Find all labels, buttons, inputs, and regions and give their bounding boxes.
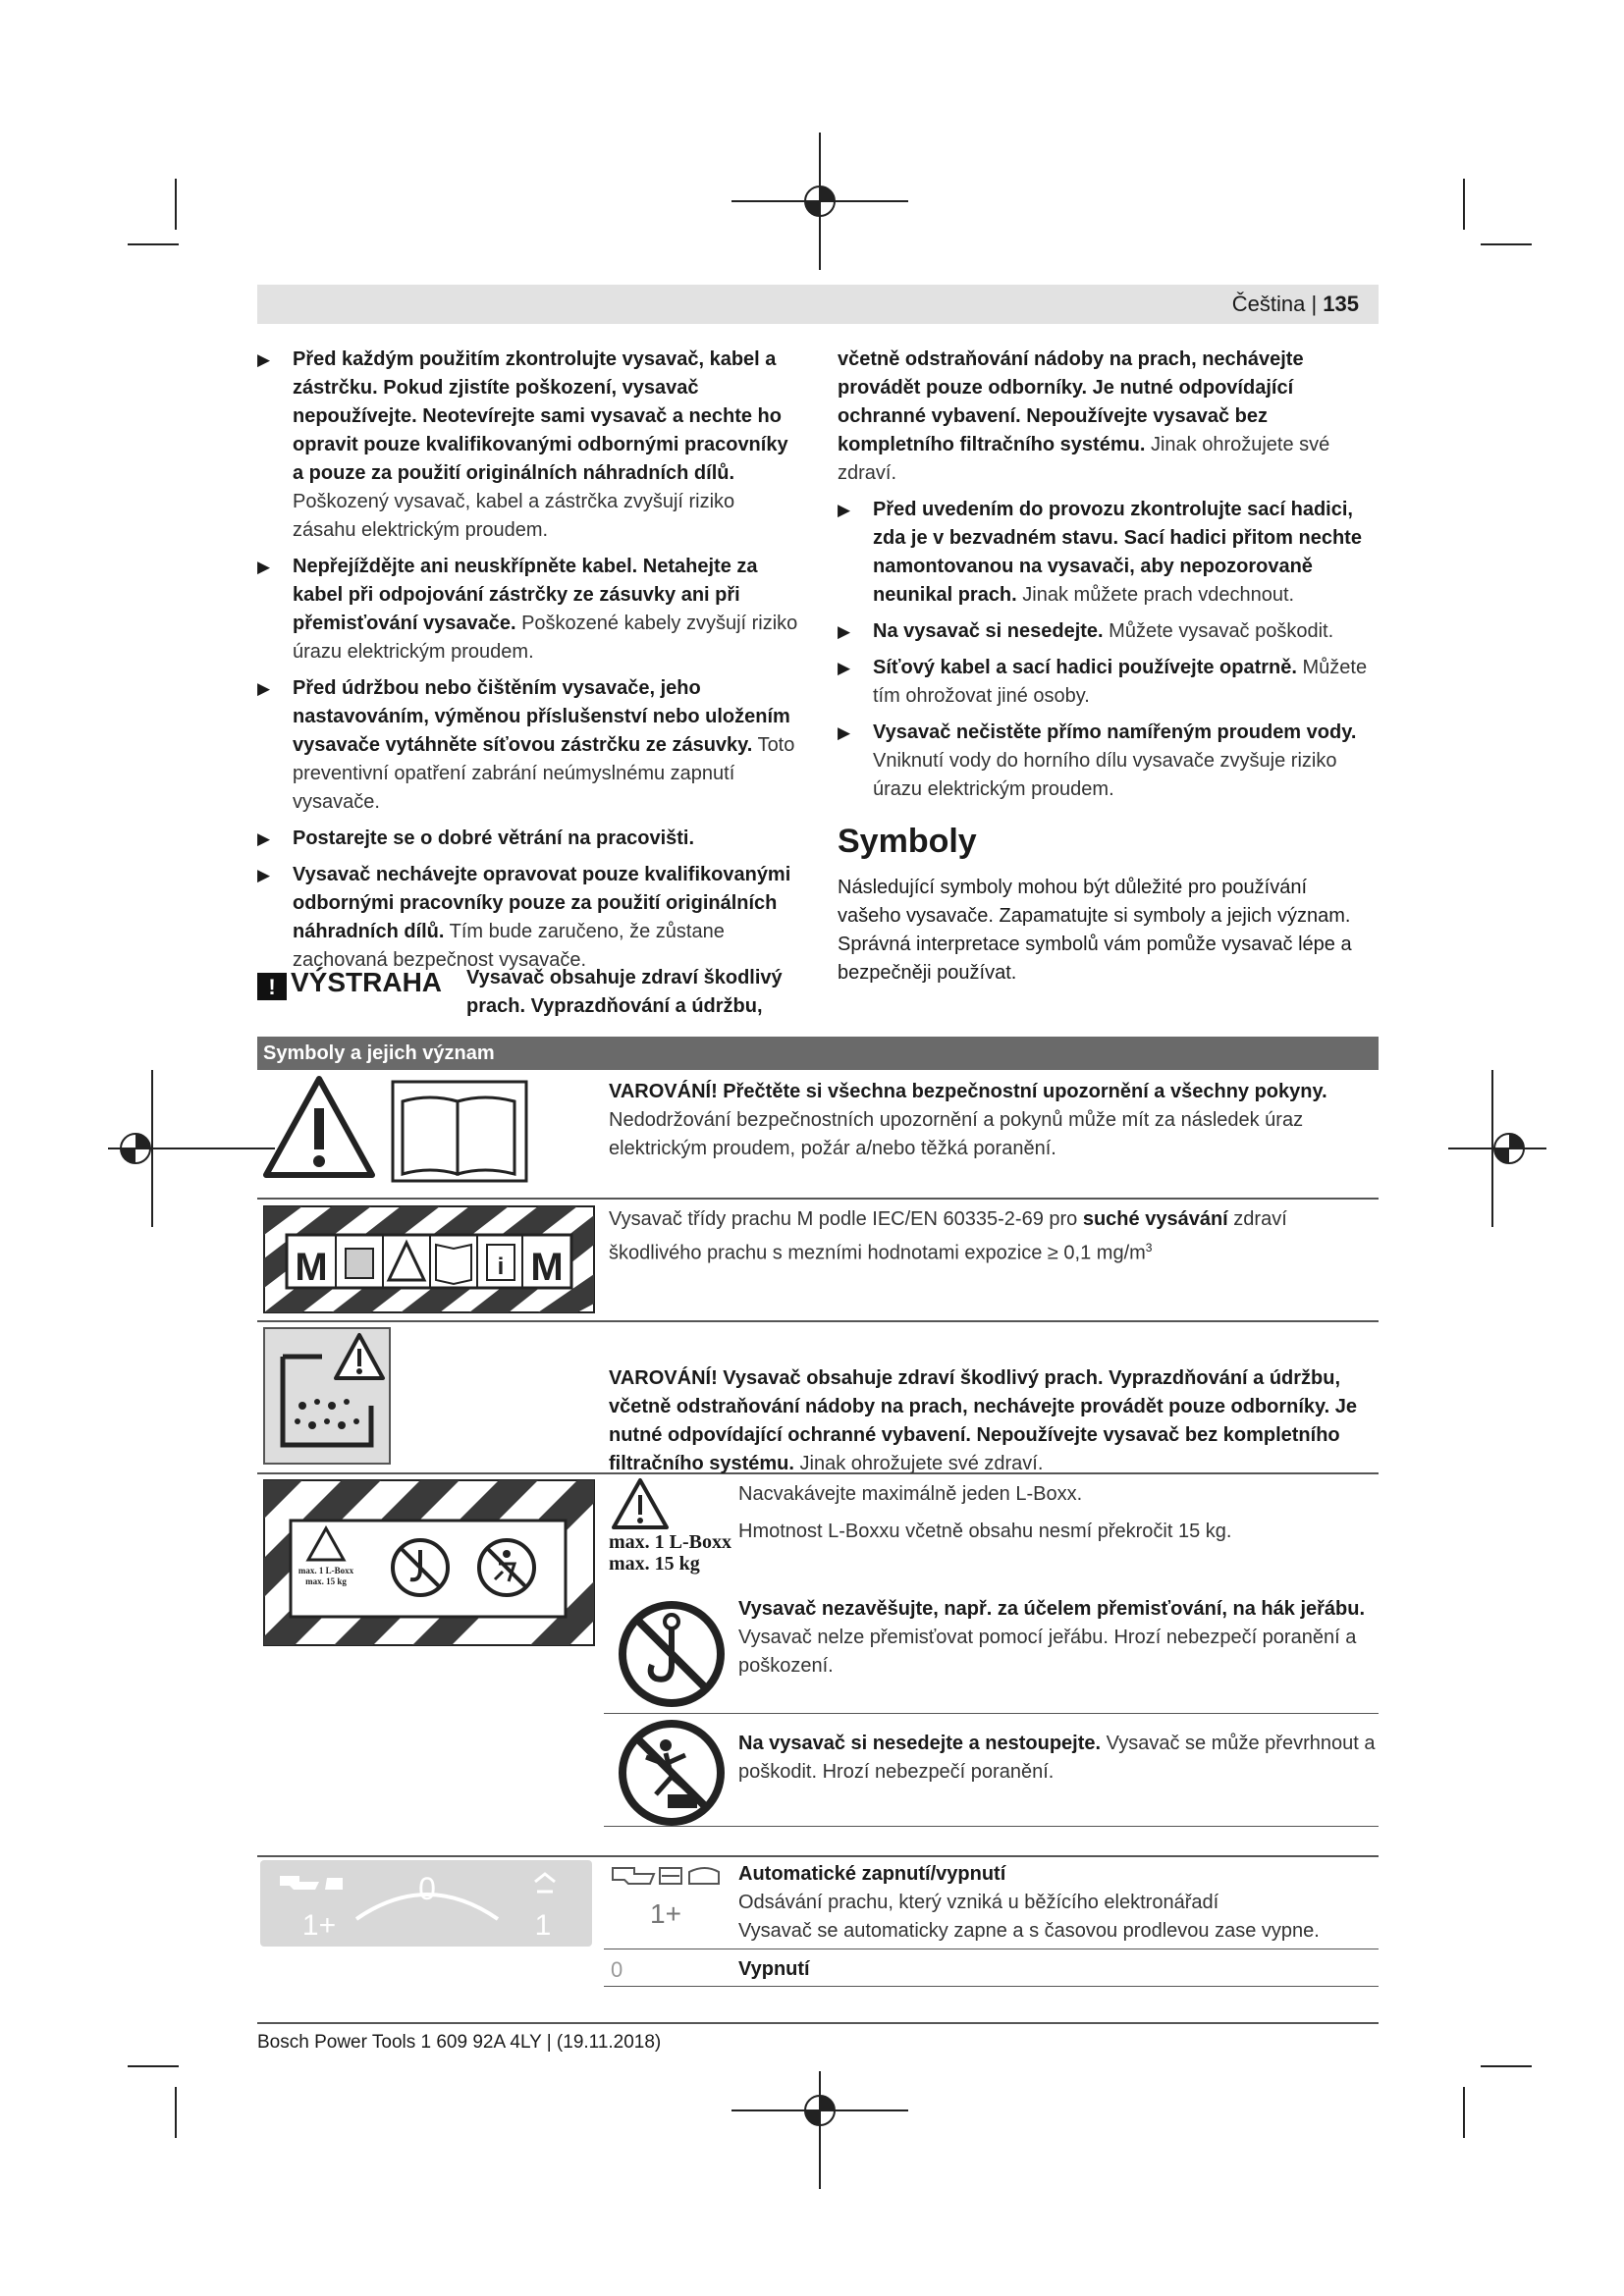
dial-label-zero: 0 [418, 1871, 436, 1906]
language-label: Čeština [1231, 292, 1306, 316]
dial-label-auto: 1+ [301, 1909, 337, 1942]
page-number: 135 [1323, 292, 1359, 316]
crop-mark [1481, 2065, 1532, 2067]
harmful-dust-icon [263, 1327, 391, 1465]
warning-label: ! VÝSTRAHA [257, 967, 442, 1000]
row-divider [604, 1986, 1379, 1987]
crop-mark [1481, 243, 1532, 245]
bullet-arrow-icon: ▶ [838, 723, 851, 742]
row-divider [604, 1826, 1379, 1827]
dust-class-letter: M [295, 1246, 328, 1289]
crop-mark [175, 179, 177, 230]
symbol-description: Vysavač nezavěšujte, např. za účelem přemisťování, na hák jeřábu. Vysavač nelze přemisťovat pomocí jeřábu. Hrozí nebezpečí poranění a poškození. [738, 1598, 1366, 1677]
bullet-arrow-icon: ▶ [257, 866, 271, 884]
row-divider [257, 1320, 1379, 1322]
warning-text: Vysavač obsahuje zdraví škodlivý prach. Vyprazdňování a údržbu, [466, 967, 783, 1017]
registration-mark-icon [790, 133, 849, 270]
registration-mark-icon [108, 1070, 167, 1227]
list-item: ▶ Vysavač nechávejte opravovat pouze kvalifikovanými odbornými pracovníky pouze za použití originálních náhradních dílů. Tím bude zaručeno, že zůstane zachovaná bezpečnost vysavače. [257, 861, 802, 975]
info-letter: i [497, 1254, 505, 1280]
dust-class-m-label-icon [263, 1205, 595, 1313]
warning-triangle-icon [260, 1073, 378, 1183]
list-item: ▶ Síťový kabel a sací hadici používejte opatrně. Můžete tím ohrožovat jiné osoby. [838, 654, 1378, 711]
registration-mark-icon [790, 2071, 849, 2189]
list-item: ▶ Před uvedením do provozu zkontrolujte sací hadici, zda je v bezvadném stavu. Sací hadici přitom nechte namontovanou na vysavači, aby nepozorovaně neunikal prach. Jinak můžete prach vdechnout. [838, 496, 1378, 610]
crop-mark [128, 2065, 179, 2067]
footer-text: Bosch Power Tools 1 609 92A 4LY | (19.11.2018) [257, 2032, 662, 2053]
power-tool-sanders-icon [611, 1862, 732, 1892]
symbol-description: VAROVÁNÍ! Vysavač obsahuje zdraví škodlivý prach. Vyprazdňování a údržbu, včetně odstraňování nádoby na prach, nechávejte provádět pouze odborníky. Je nutné odpovídající ochranné vybavení. Nepoužívejte vysavač bez kompletního filtračního systému. Jinak ohrožujete své zdraví. [609, 1367, 1358, 1474]
svg-text:max. 15 kg: max. 15 kg [305, 1576, 347, 1586]
lboxx-warning-label-icon [263, 1479, 595, 1646]
lboxx-max-label: max. 1 L-Boxx max. 15 kg [609, 1531, 731, 1575]
no-crane-hook-icon [611, 1600, 732, 1708]
crop-mark [175, 2087, 177, 2138]
symbol-description: Hmotnost L-Boxxu včetně obsahu nesmí překročit 15 kg. [738, 1521, 1232, 1542]
list-item: ▶ Před údržbou nebo čištěním vysavače, jeho nastavováním, výměnou příslušenství nebo uložením vysavače vytáhněte síťovou zástrčku ze zásuvky. Toto preventivní opatření zabrání neúmyslnému zapnutí vysavače. [257, 674, 802, 817]
page-header-text: Čeština | 135 [1231, 292, 1359, 316]
list-item: ▶ Před každým použitím zkontrolujte vysavač, kabel a zástrčku. Pokud zjistíte poškození, vysavač nepoužívejte. Neotevírejte sami vysavač a nechte ho opravit pouze kvalifikovanými odbornými pracovníky a pouze za použití originálních náhradních dílů. Poškozený vysavač, kabel a zástrčka zvyšují riziko zásahu elektrickým proudem. [257, 346, 802, 545]
symbol-description: Na vysavač si nesedejte a nestoupejte. Vysavač se může převrhnout a poškodit. Hrozí nebezpečí poranění. [738, 1733, 1376, 1783]
section-heading: Symboly [838, 823, 977, 860]
bullet-arrow-icon: ▶ [257, 558, 271, 576]
symbol-description: Vysavač třídy prachu M podle IEC/EN 60335-2-69 pro suché vysávání zdraví škodlivého prachu s mezními hodnotami expozice ≥ 0,1 $mg/m^3$ [609, 1208, 1287, 1264]
continued-paragraph: včetně odstraňování nádoby na prach, nechávejte provádět pouze odborníky. Je nutné odpovídající ochranné vybavení. Nepoužívejte vysavač bez kompletního filtračního systému. Jinak ohrožujete své zdraví. [838, 348, 1330, 484]
list-item: ▶ Nepřejíždějte ani neuskřípněte kabel. Netahejte za kabel při odpojování zástrčky ze zásuvky ani při přemisťování vysavače. Poškozené kabely zvyšují riziko úrazu elektrickým proudem. [257, 553, 802, 667]
bullet-arrow-icon: ▶ [838, 659, 851, 677]
read-manual-icon [391, 1080, 528, 1183]
symbols-intro: Následující symboly mohou být důležité pro používání vašeho vysavače. Zapamatujte si symboly a jejich význam. Správná interpretace symbolů vám pomůže vysavač lépe a bezpečněji používat. [838, 877, 1352, 984]
warning-triangle-icon [611, 1477, 670, 1530]
footer-rule [257, 2022, 1379, 2024]
row-divider [257, 1198, 1379, 1200]
row-divider [604, 1713, 1379, 1714]
symbol-description: Nacvakávejte maximálně jeden L-Boxx. [738, 1483, 1083, 1505]
right-column [838, 346, 1378, 812]
bullet-arrow-icon: ▶ [257, 350, 271, 369]
registration-mark-icon [1478, 1070, 1537, 1227]
svg-text:max. 1 L-Boxx: max. 1 L-Boxx [298, 1566, 354, 1575]
no-stepping-icon [611, 1720, 732, 1826]
crop-mark [1463, 179, 1465, 230]
list-item: ▶ Vysavač nečistěte přímo namířeným proudem vody. Vniknutí vody do horního dílu vysavače zvyšuje riziko úrazu elektrickým proudem. [838, 719, 1378, 804]
table-title: Symboly a jejich význam [257, 1037, 1379, 1070]
crop-mark [1463, 2087, 1465, 2138]
bullet-arrow-icon: ▶ [838, 501, 851, 519]
symbol-description: VAROVÁNÍ! Přečtěte si všechna bezpečnostní upozornění a všechny pokyny. Nedodržování bezpečnostních upozornění a pokynů může mít za následek úraz elektrickým proudem, požár a/nebo těžká poranění. [609, 1081, 1327, 1159]
list-item: ▶ Na vysavač si nesedejte. Můžete vysavač poškodit. [838, 617, 1378, 646]
crop-mark [128, 243, 179, 245]
row-divider [257, 1855, 1379, 1857]
left-column [257, 346, 802, 983]
off-symbol: 0 [611, 1957, 623, 1982]
dial-label-on: 1 [534, 1909, 552, 1942]
bullet-arrow-icon: ▶ [257, 829, 271, 848]
bullet-arrow-icon: ▶ [257, 679, 271, 698]
auto-mode-label: 1+ [650, 1898, 681, 1929]
symbol-description: Vypnutí [738, 1958, 810, 1980]
page-header [257, 285, 1379, 324]
control-dial-panel-icon [260, 1860, 592, 1947]
bullet-arrow-icon: ▶ [838, 622, 851, 641]
symbol-description: Automatické zapnutí/vypnutí Odsávání prachu, který vzniká u běžícího elektronářadí Vysavač se automaticky zapne a s časovou prodlevou zase vypne. [738, 1863, 1320, 1942]
dust-class-letter: M [530, 1246, 564, 1289]
warning-triangle-icon: ! [257, 973, 287, 1000]
list-item: ▶ Postarejte se o dobré větrání na pracovišti. [257, 825, 802, 853]
